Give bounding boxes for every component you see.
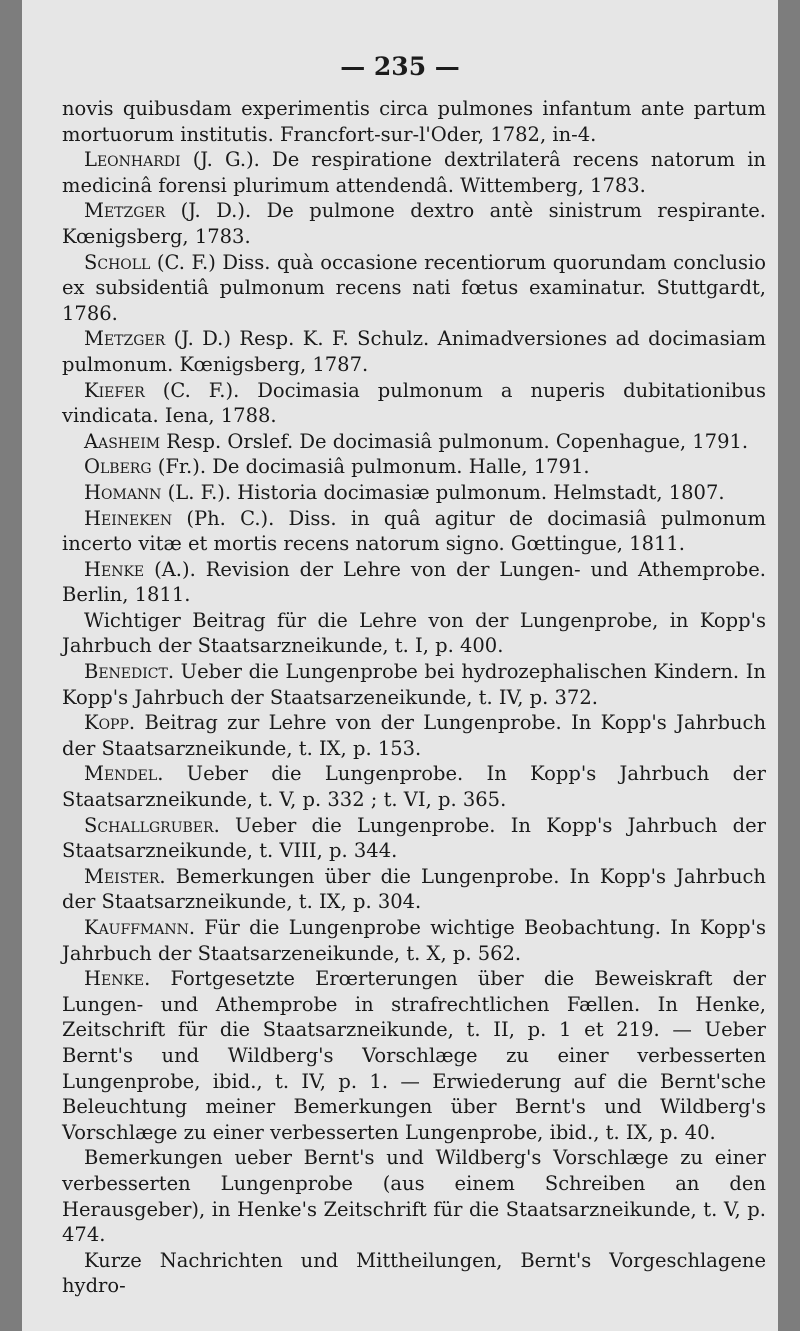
bibliography-entry: Kiefer (C. F.). Docimasia pulmonum a nuperis dubitationibus vindicata. Iena, 1788. (62, 378, 766, 428)
bibliography-entry: Kopp. Beitrag zur Lehre von der Lungenprobe. In Kopp's Jahrbuch der Staatsarzneikunde, t. IX, p. 153. (62, 711, 766, 760)
book-page (22, 0, 778, 1331)
bibliography-entry: Schallgruber. Ueber die Lungenprobe. In Kopp's Jahrbuch der Staatsarzneikunde, t. VIII, p. 344. (62, 813, 766, 863)
entry-author: Schallgruber (84, 813, 214, 837)
entry-author: Scholl (84, 250, 151, 274)
entry-author: Kauffmann (84, 916, 189, 939)
page-number: — 235 — (340, 52, 460, 81)
entry-author: Kiefer (84, 378, 145, 402)
bibliography-entry: Kauffmann. Für die Lungenprobe wichtige Beobachtung. In Kopp's Jahrbuch der Staatsarzeneikunde, t. X, p. 562. (62, 916, 766, 965)
bibliography-entry: Henke. Fortgesetzte Erœrterungen über die Beweiskraft der Lungen- und Athemprobe in strafrechtlichen Fællen. In Henke, Zeitschrift für die Staatsarzneikunde, t. II, p. 1 et 219. — Ueber Bernt's und Wildberg's Vorschlæge zu einer verbesserten Lungenprobe, ibid., t. IV, p. 1. — Erwiederung auf die Bernt'sche Beleuchtung meiner Bemerkungen über Bernt's und Wildberg's Vorschlæge zu einer verbesserten Lungenprobe, ibid., t. IX, p. 40. (62, 967, 766, 1144)
entry-author: Olberg (84, 455, 152, 479)
bibliography-entry: Benedict. Ueber die Lungenprobe bei hydrozephalischen Kindern. In Kopp's Jahrbuch der Staatsarzeneikunde, t. IV, p. 372. (62, 660, 766, 709)
bibliography-entry: Meister. Bemerkungen über die Lungenprobe. In Kopp's Jahrbuch der Staatsarzneikunde, t. IX, p. 304. (62, 864, 766, 914)
bibliography-text (62, 96, 766, 1299)
entry-author: Meister (84, 864, 160, 888)
bibliography-entry: Heineken (Ph. C.). Diss. in quâ agitur de docimasiâ pulmonum incerto vitæ et mortis recens natorum signo. Gœttingue, 1811. (62, 506, 766, 556)
entry-author: Kopp (84, 711, 129, 735)
bibliography-entry: Bemerkungen ueber Bernt's und Wildberg's Vorschlæge zu einer verbesserten Lungenprobe (aus einem Schreiben an den Herausgeber), in Henke's Zeitschrift für die Staatsarzneikunde, t. V, p. 474. (62, 1146, 766, 1247)
entry-author: Homann (84, 480, 162, 504)
bibliography-entry: Olberg (Fr.). De docimasiâ pulmonum. Halle, 1791. (84, 455, 590, 479)
entry-author: Aasheim (84, 429, 161, 453)
entry-author: Metzger (84, 199, 166, 223)
entry-author: Benedict (84, 660, 168, 684)
bibliography-entry: Henke (A.). Revision der Lehre von der Lungen- und Athemprobe. Berlin, 1811. (62, 557, 766, 607)
bibliography-entry: Wichtiger Beitrag für die Lehre von der Lungenprobe, in Kopp's Jahrbuch der Staatsarzneikunde, t. I, p. 400. (62, 608, 766, 658)
bibliography-entry: Leonhardi (J. G.). De respiratione dextrilaterâ recens natorum in medicinâ forensi plurimum attendendâ. Wittemberg, 1783. (62, 148, 766, 197)
entry-author: Heineken (84, 506, 173, 530)
bibliography-entry: Homann (L. F.). Historia docimasiæ pulmonum. Helmstadt, 1807. (84, 480, 725, 504)
bibliography-entry: Metzger (J. D.). De pulmone dextro antè sinistrum respirante. Kœnigsberg, 1783. (62, 199, 766, 248)
bibliography-entry: Aasheim Resp. Orslef. De docimasiâ pulmonum. Copenhague, 1791. (84, 429, 749, 453)
entry-author: Metzger (84, 327, 166, 351)
entry-author: Henke (84, 967, 145, 991)
entry-author: Henke (84, 557, 145, 581)
bibliography-entry: Kurze Nachrichten und Mittheilungen, Bernt's Vorgeschlagene hydro- (62, 1248, 766, 1298)
bibliography-entry: Scholl (C. F.) Diss. quà occasione recentiorum quorundam conclusio ex subsidentiâ pulmonum recens nati fœtus examinatur. Stuttgardt, 1786. (62, 250, 766, 325)
entry-author: Leonhardi (84, 148, 181, 172)
bibliography-entry: Metzger (J. D.) Resp. K. F. Schulz. Animadversiones ad docimasiam pulmonum. Kœnigsberg, 1787. (62, 327, 766, 376)
bibliography-entry: novis quibusdam experimentis circa pulmones infantum ante partum mortuorum institutis. Francfort-sur-l'Oder, 1782, in-4. (62, 97, 766, 146)
entry-author: Mendel (84, 762, 158, 786)
bibliography-entry: Mendel. Ueber die Lungenprobe. In Kopp's Jahrbuch der Staatsarzneikunde, t. V, p. 332 ; t. VI, p. 365. (62, 762, 766, 812)
